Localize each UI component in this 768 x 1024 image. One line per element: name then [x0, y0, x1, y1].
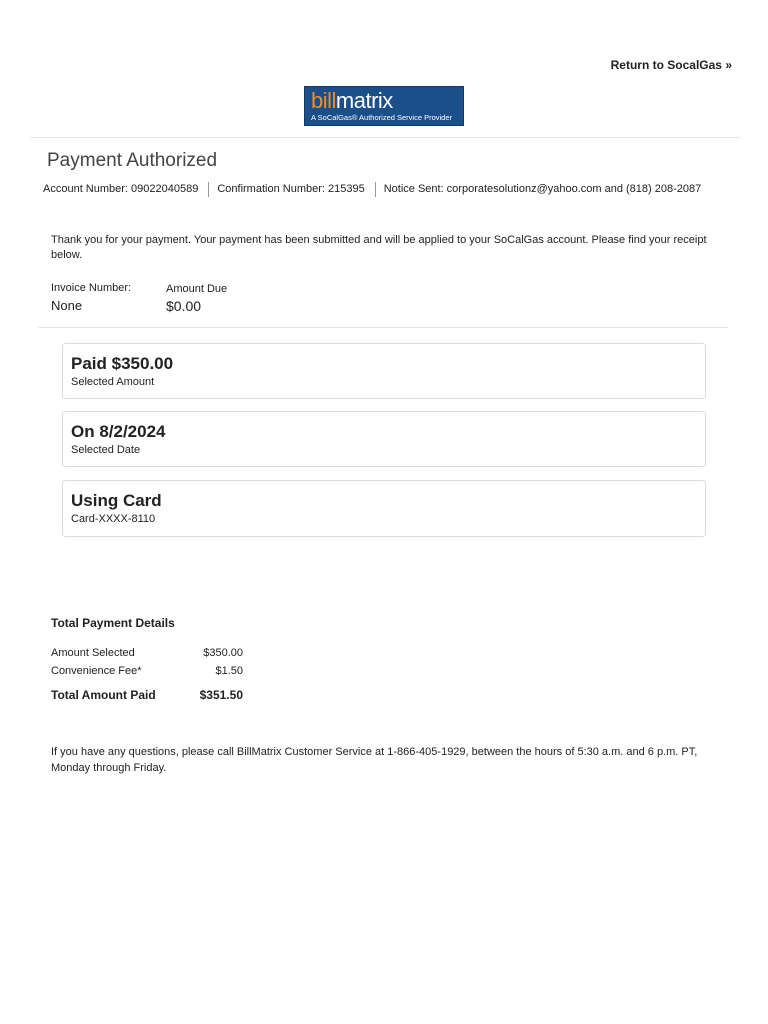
invoice-number-label: Invoice Number:: [51, 282, 132, 294]
paid-amount-title: Paid $350.00: [71, 354, 174, 373]
details-total-label: Total Amount Paid: [51, 688, 156, 702]
payment-card-subtitle: Card-XXXX-8110: [71, 513, 156, 525]
notice-sent: Notice Sent: corporatesolutionz@yahoo.com and (818) 208-2087: [383, 183, 702, 195]
payment-card-card: [62, 480, 706, 537]
invoice-number-value: None: [51, 298, 83, 313]
confirmation-number: Confirmation Number: 215395: [217, 183, 365, 195]
section-divider: [38, 327, 728, 328]
details-row-label: Convenience Fee*: [51, 665, 142, 677]
amount-due-label: Amount Due: [166, 283, 228, 295]
amount-due-block: [166, 283, 227, 314]
details-row-label: Amount Selected: [51, 647, 135, 659]
details-total-row: [51, 686, 243, 704]
thank-you-message: Thank you for your payment. Your payment has been submitted and will be applied to your SoCalGas account. Please find your receipt below.: [51, 234, 707, 261]
logo-tagline: A SoCalGas® Authorized Service Provider: [311, 113, 453, 122]
billmatrix-logo: [304, 86, 464, 126]
details-row-value: $350.00: [203, 647, 243, 659]
details-row: [51, 662, 243, 680]
payment-date-card: [62, 411, 706, 467]
meta-separator: [208, 182, 209, 197]
paid-amount-card: [62, 343, 706, 399]
invoice-number-block: [51, 282, 131, 313]
payment-meta-row: [43, 183, 701, 198]
amount-due-value: $0.00: [166, 298, 202, 314]
total-payment-details: [51, 616, 243, 704]
details-row-value: $1.50: [215, 665, 243, 677]
header-divider: [30, 137, 740, 138]
details-total-value: $351.50: [199, 688, 243, 702]
payment-date-title: On 8/2/2024: [71, 422, 166, 441]
customer-service-note: If you have any questions, please call BillMatrix Customer Service at 1-866-405-1929, between the hours of 5:30 a.m. and 6 p.m. PT, Monday through Friday.: [51, 746, 698, 774]
payment-date-subtitle: Selected Date: [71, 444, 141, 456]
account-number: Account Number: 09022040589: [43, 183, 199, 195]
page-title: Payment Authorized: [47, 150, 218, 171]
meta-separator: [375, 182, 376, 197]
details-row: [51, 644, 243, 662]
paid-amount-subtitle: Selected Amount: [71, 376, 155, 388]
return-to-socalgas-link[interactable]: Return to SocalGas »: [610, 58, 732, 72]
payment-card-title: Using Card: [71, 491, 162, 510]
details-header: Total Payment Details: [51, 616, 175, 630]
logo-wordmark: billmatrix: [311, 88, 393, 113]
